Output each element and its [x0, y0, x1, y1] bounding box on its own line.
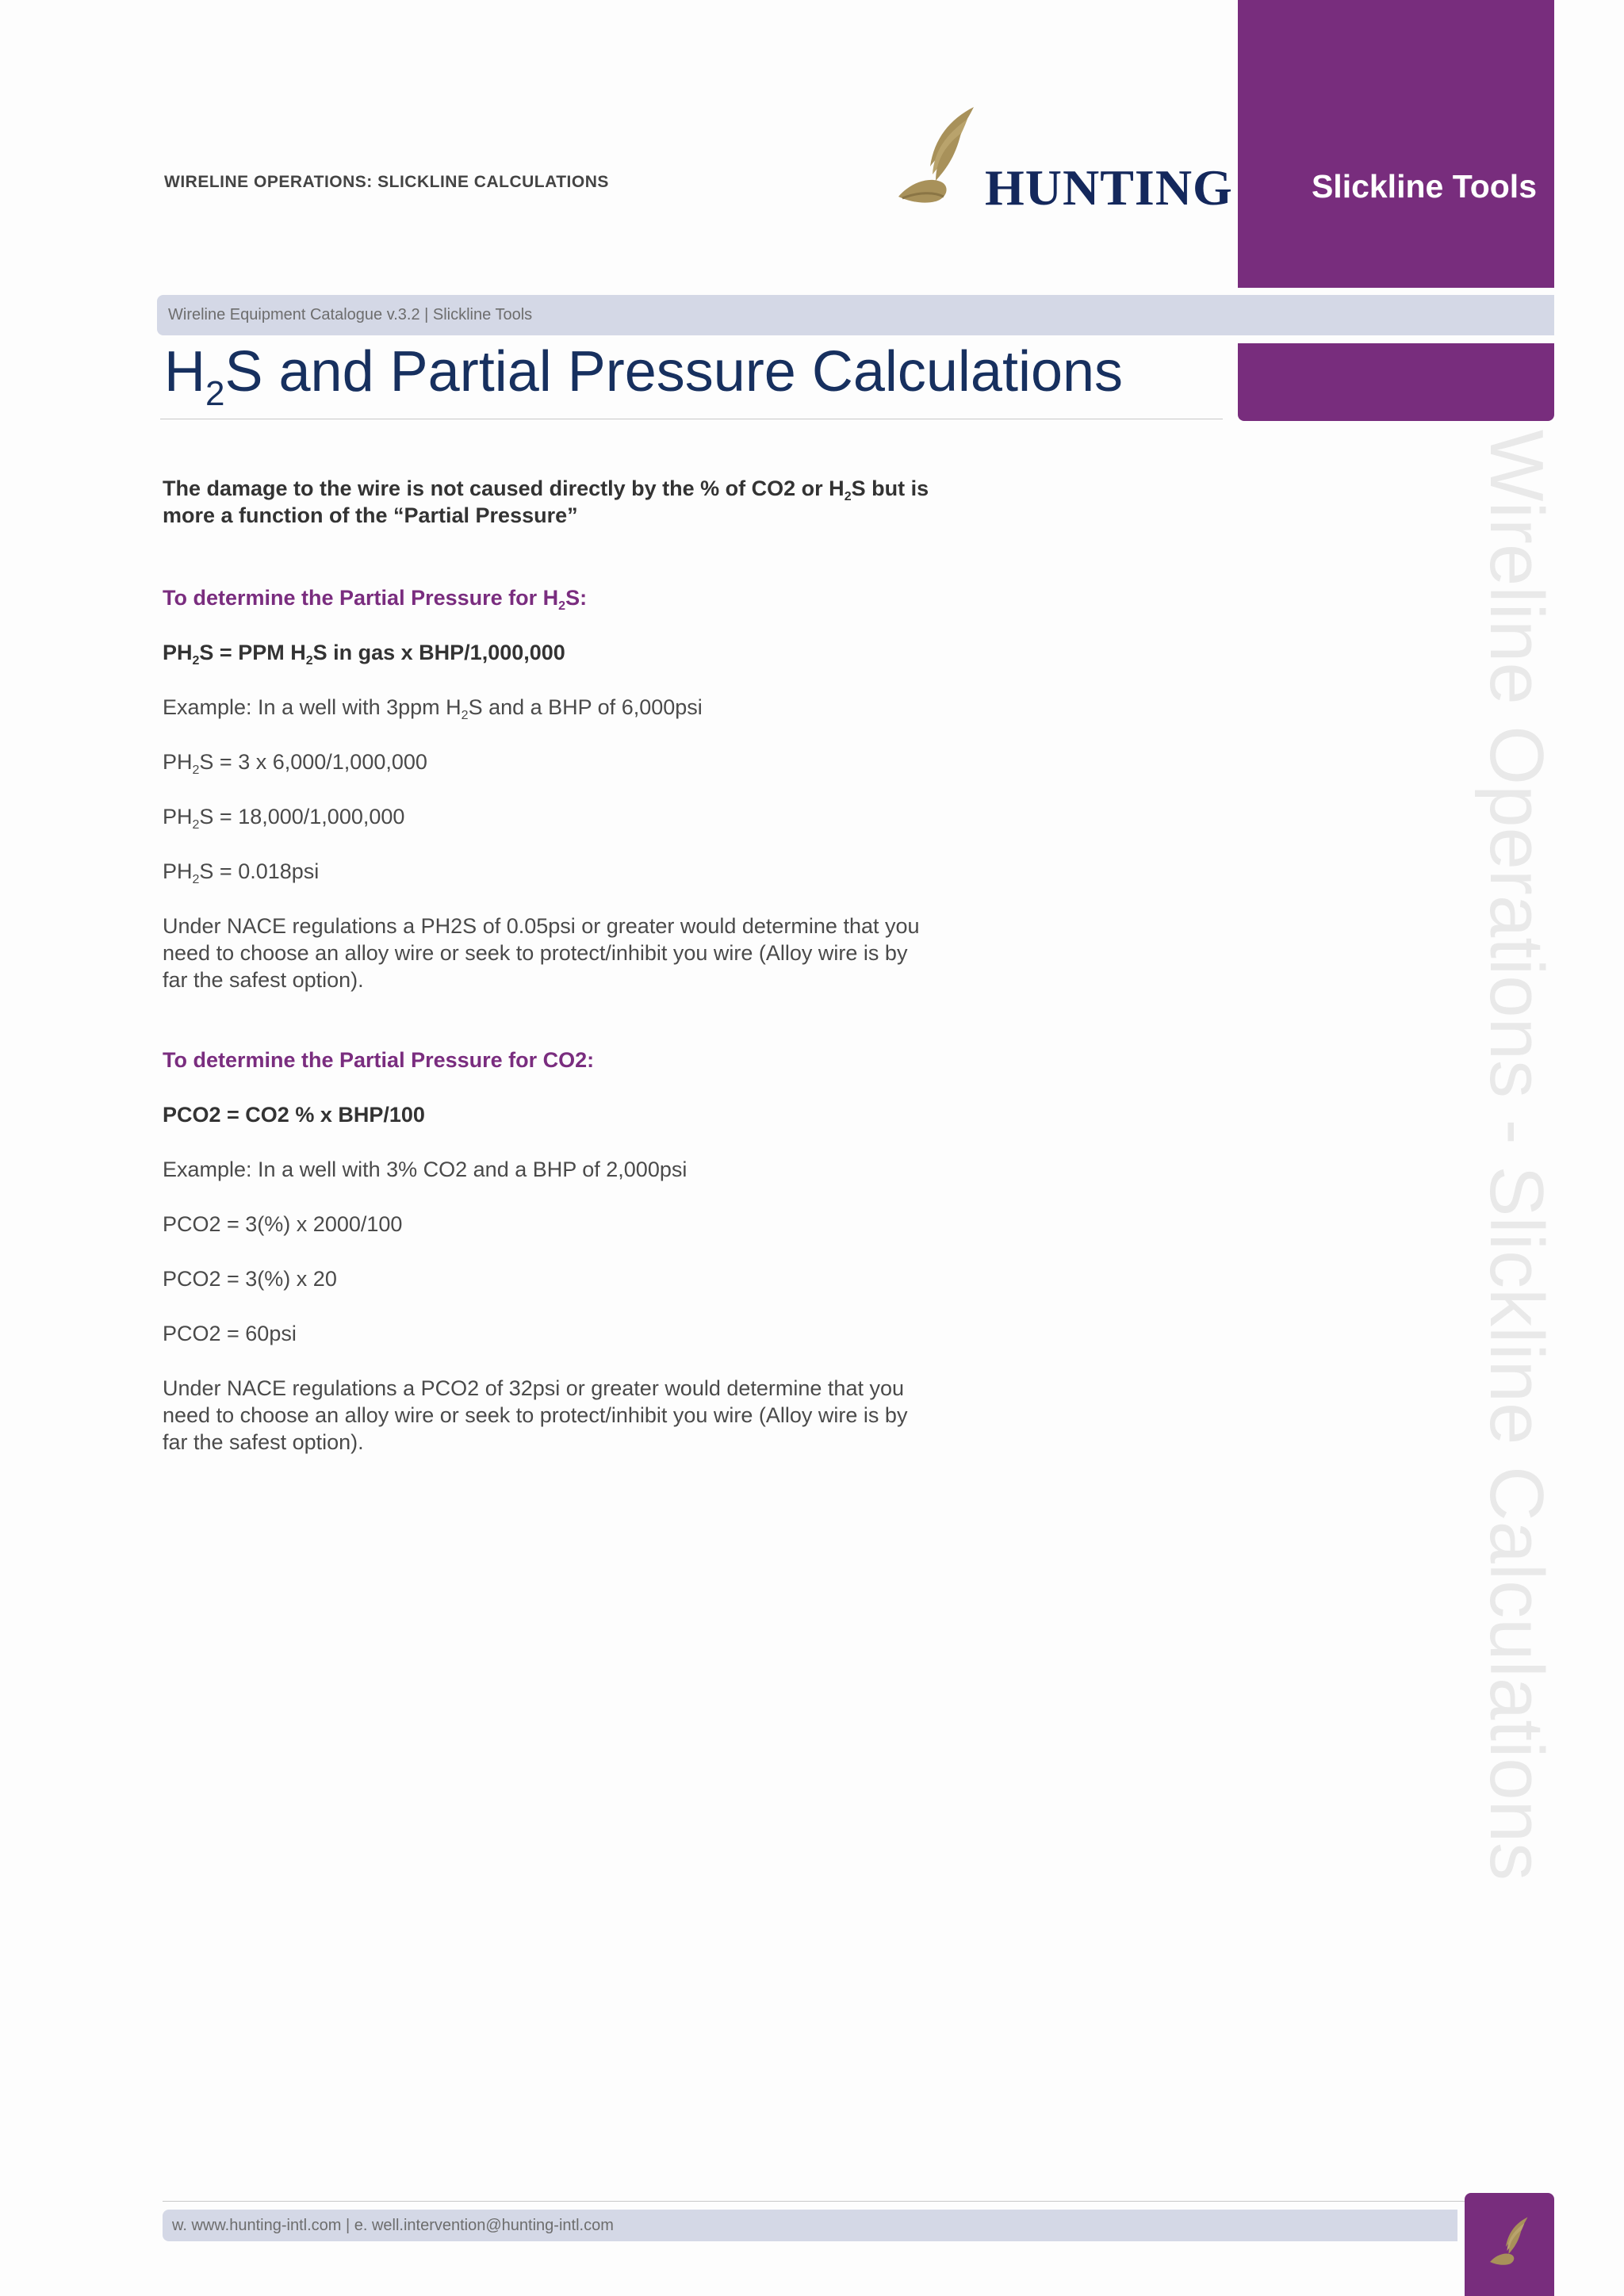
breadcrumb [157, 295, 1554, 335]
intro-paragraph: The damage to the wire is not caused directly by the % of CO2 or $H_2S$ but is more a function of the “Partial Pressure” [163, 476, 929, 527]
footer-divider [163, 2201, 1554, 2202]
h2s-nace-note: Under NACE regulations a PH2S of 0.05psi or greater would determine that you need to choose an alloy wire or seek to protect/inhibit you wire (Alloy wire is by far the safest option). [163, 914, 920, 992]
co2-step-3: PCO2 = 60psi [163, 1322, 297, 1345]
winged-bird-icon [894, 103, 982, 214]
h2s-heading: To determine the Partial Pressure for $H_2S$: [163, 586, 588, 613]
side-watermark-text: Wireline Operations - Slickline Calculations [1474, 430, 1559, 1881]
co2-heading: To determine the Partial Pressure for CO2: [163, 1048, 595, 1072]
title-tab-decoration [1238, 343, 1554, 421]
page-title: $H_2S$ and Partial Pressure Calculations [164, 340, 1124, 413]
co2-nace-note: Under NACE regulations a PCO2 of 32psi or greater would determine that you need to choose an alloy wire or seek to protect/inhibit you wire (Alloy wire is by far the safest option). [163, 1376, 908, 1454]
section-tab-label: Slickline Tools [1311, 168, 1537, 205]
h2s-example: Example: In a well with 3ppm $H_2S$ and a BHP of 6,000psi [163, 695, 703, 722]
logo-wordmark: HUNTING [985, 159, 1233, 216]
breadcrumb-text: Wireline Equipment Catalogue v.3.2 | Slickline Tools [168, 306, 533, 323]
section-tab [1238, 0, 1554, 288]
hunting-logo [894, 103, 1233, 216]
h2s-step-1: $PH_2S = 3$ x 6,000/1,000,000 [163, 750, 427, 777]
footer-contact: w. www.hunting-intl.com | e. well.intervention@hunting-intl.com [172, 2217, 614, 2234]
co2-step-2: PCO2 = 3(%) x 20 [163, 1267, 337, 1291]
co2-step-1: PCO2 = 3(%) x 2000/100 [163, 1212, 403, 1236]
h2s-formula: $PH_2S$ = PPM $H_2S$ in gas x BHP/1,000,000 [163, 641, 565, 668]
co2-example: Example: In a well with 3% CO2 and a BHP of 2,000psi [163, 1158, 688, 1181]
footer-bar [163, 2210, 1457, 2241]
h2s-step-3: $PH_2S = 0.018psi$ [163, 859, 320, 886]
header-section-title: WIRELINE OPERATIONS: SLICKLINE CALCULATIONS [164, 173, 609, 191]
footer-tab [1465, 2193, 1554, 2296]
winged-bird-icon [1485, 2215, 1534, 2271]
h2s-step-2: $PH_2S = 18,000/1,000,000$ [163, 805, 405, 832]
co2-formula: PCO2 = CO2 % x BHP/100 [163, 1103, 425, 1127]
